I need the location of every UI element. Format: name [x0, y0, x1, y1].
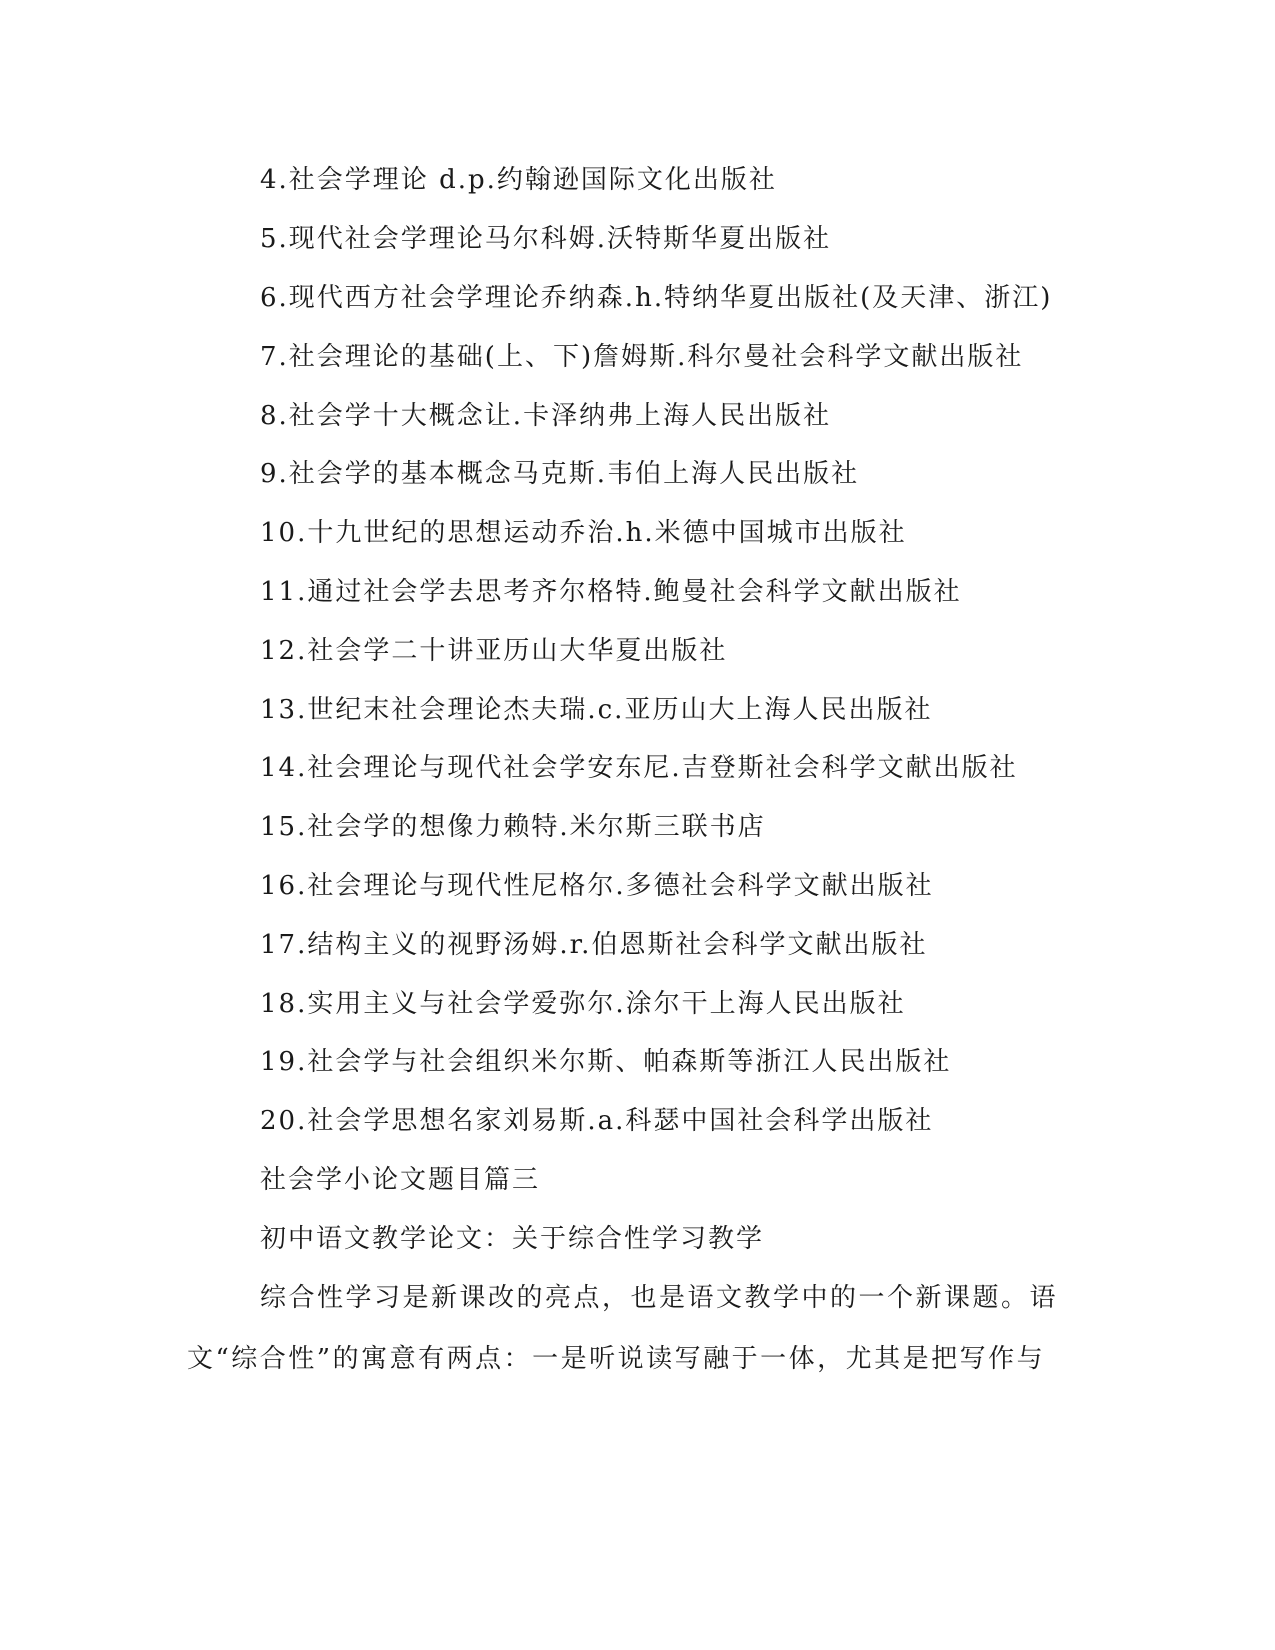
paragraph-line-2: 文“综合性”的寓意有两点：一是听说读写融于一体，尤其是把写作与: [187, 1344, 1046, 1374]
paragraph-line-1: 综合性学习是新课改的亮点，也是语文教学中的一个新课题。语: [260, 1283, 1059, 1313]
reference-item: 9.社会学的基本概念马克斯.韦伯上海人民出版社: [260, 459, 860, 489]
reference-item: 15.社会学的想像力赖特.米尔斯三联书店: [260, 812, 766, 842]
reference-item: 5.现代社会学理论马尔科姆.沃特斯华夏出版社: [260, 224, 832, 254]
reference-item: 10.十九世纪的思想运动乔治.h.米德中国城市出版社: [260, 518, 907, 548]
reference-item: 18.实用主义与社会学爱弥尔.涂尔干上海人民出版社: [260, 989, 906, 1019]
reference-item: 20.社会学思想名家刘易斯.a.科瑟中国社会科学出版社: [260, 1106, 934, 1136]
reference-item: 8.社会学十大概念让.卡泽纳弗上海人民出版社: [260, 401, 832, 431]
reference-item: 7.社会理论的基础(上、下)詹姆斯.科尔曼社会科学文献出版社: [260, 342, 1024, 372]
reference-item: 13.世纪末社会理论杰夫瑞.c.亚历山大上海人民出版社: [260, 695, 933, 725]
reference-item: 6.现代西方社会学理论乔纳森.h.特纳华夏出版社(及天津、浙江): [260, 283, 1053, 313]
reference-item: 11.通过社会学去思考齐尔格特.鲍曼社会科学文献出版社: [260, 577, 962, 607]
article-title: 初中语文教学论文：关于综合性学习教学: [260, 1224, 765, 1254]
section-heading: 社会学小论文题目篇三: [260, 1165, 541, 1195]
reference-item: 14.社会理论与现代社会学安东尼.吉登斯社会科学文献出版社: [260, 753, 1018, 783]
reference-item: 19.社会学与社会组织米尔斯、帕森斯等浙江人民出版社: [260, 1047, 952, 1077]
reference-item: 16.社会理论与现代性尼格尔.多德社会科学文献出版社: [260, 871, 934, 901]
reference-item: 4.社会学理论 d.p.约翰逊国际文化出版社: [260, 165, 777, 195]
reference-item: 12.社会学二十讲亚历山大华夏出版社: [260, 636, 728, 666]
reference-item: 17.结构主义的视野汤姆.r.伯恩斯社会科学文献出版社: [260, 930, 928, 960]
body-paragraph: [187, 1282, 1067, 1375]
